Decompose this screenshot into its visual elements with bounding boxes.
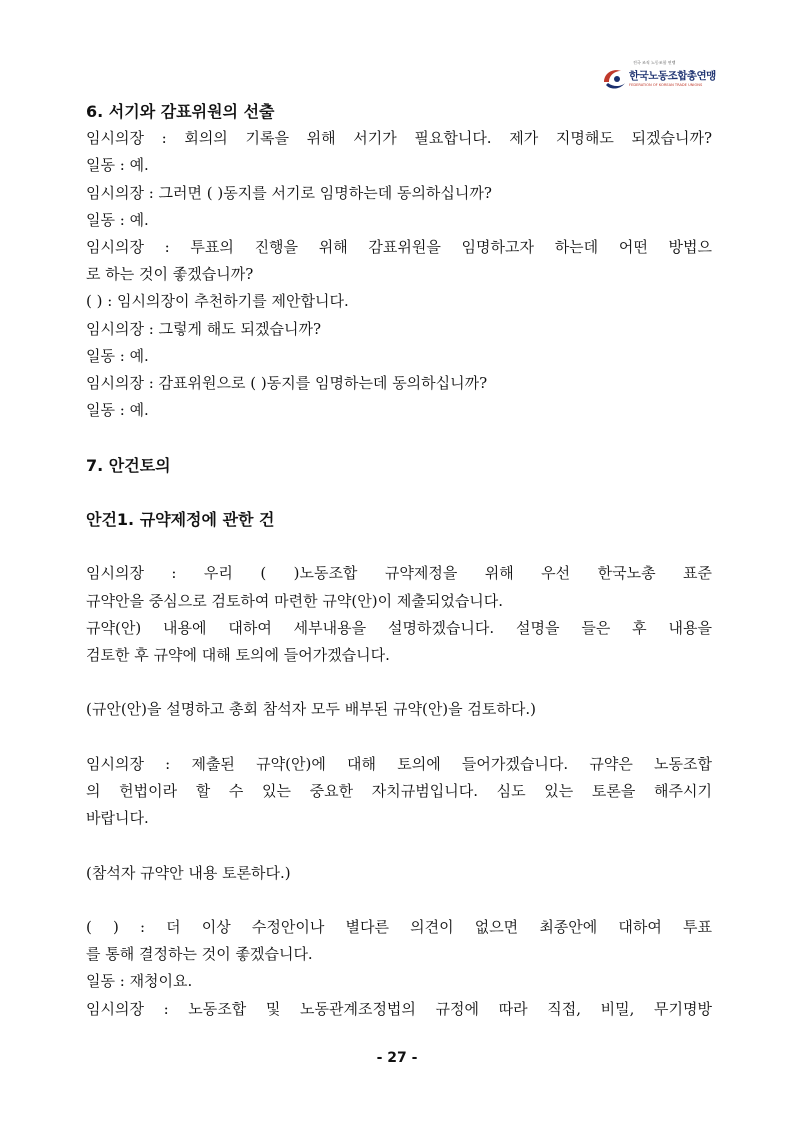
text-line: 임시의장 : 투표의 진행을 위해 감표위원을 임명하고자 하는데 어떤 방법으	[86, 238, 712, 257]
text-line: 임시의장 : 제출된 규약(안)에 대해 토의에 들어가겠습니다. 규약은 노동조합	[86, 754, 712, 773]
page-number: - 27 -	[376, 1050, 418, 1066]
text-line: 일동 : 예.	[86, 210, 149, 229]
text-line: 일동 : 예.	[86, 346, 149, 365]
text-line: 일동 : 예.	[86, 156, 149, 175]
text-line: 의 헌법이라 할 수 있는 중요한 자치규범입니다. 심도 있는 토론을 해주시기	[86, 782, 712, 800]
fktu-emblem-icon	[601, 66, 629, 92]
text-line: 규약(안) 내용에 대하여 세부내용을 설명하겠습니다. 설명을 들은 후 내용을	[86, 618, 712, 637]
text-line: (규안(안)을 설명하고 총회 참석자 모두 배부된 규약(안)을 검토하다.)	[86, 700, 536, 719]
section-heading-6: 6. 서기와 감표위원의 선출	[86, 102, 275, 121]
text-line: (참석자 규약안 내용 토론하다.)	[86, 863, 291, 882]
document-body	[86, 98, 712, 1023]
text-line: 일동 : 예.	[86, 401, 149, 420]
text-line: 검토한 후 규약에 대해 토의에 들어가겠습니다.	[86, 646, 390, 665]
text-line: 일동 : 재청이요.	[86, 972, 193, 991]
spacer	[86, 669, 712, 696]
agenda-heading-1: 안건1. 규약제정에 관한 건	[86, 510, 275, 530]
text-line: 임시의장 : 노동조합 및 노동관계조정법의 규정에 따라 직접, 비밀, 무기명방	[86, 999, 712, 1018]
spacer	[86, 533, 712, 560]
spacer	[86, 479, 712, 506]
text-line: ( ) : 더 이상 수정안이나 별다른 의견이 없으면 최종안에 대하여 투표	[86, 917, 712, 936]
text-line: 임시의장 : 그렇게 해도 되겠습니까?	[86, 319, 322, 338]
text-line: ( ) : 임시의장이 추천하기를 제안합니다.	[86, 292, 349, 311]
text-line: 임시의장 : 그러면 ( )동지를 서기로 임명하는데 동의하십니까?	[86, 183, 492, 202]
text-line: 규약안을 중심으로 검토하여 마련한 규약(안)이 제출되었습니다.	[86, 591, 504, 610]
text-line: 를 통해 결정하는 것이 좋겠습니다.	[86, 945, 313, 964]
spacer	[86, 724, 712, 751]
text-line: 바랍니다.	[86, 809, 149, 828]
text-line: 로 하는 것이 좋겠습니까?	[86, 265, 254, 284]
logo-small-text: 전국 조직 노동조합 연맹	[633, 60, 676, 65]
spacer	[86, 832, 712, 859]
text-line: 임시의장 : 우리 ( )노동조합 규약제정을 위해 우선 한국노총 표준	[86, 564, 712, 583]
spacer	[86, 424, 712, 451]
text-line: 임시의장 : 감표위원으로 ( )동지를 임명하는데 동의하십니까?	[86, 374, 488, 393]
section-heading-7: 7. 안건토의	[86, 455, 171, 475]
logo-english-name: FEDERATION OF KOREAN TRADE UNIONS	[629, 83, 703, 87]
logo-name: 한국노동조합총연맹	[629, 70, 716, 82]
text-line: 임시의장 : 회의의 기록을 위해 서기가 필요합니다. 제가 지명해도 되겠습니까?	[86, 129, 712, 148]
fktu-logo	[601, 60, 716, 94]
spacer	[86, 887, 712, 914]
